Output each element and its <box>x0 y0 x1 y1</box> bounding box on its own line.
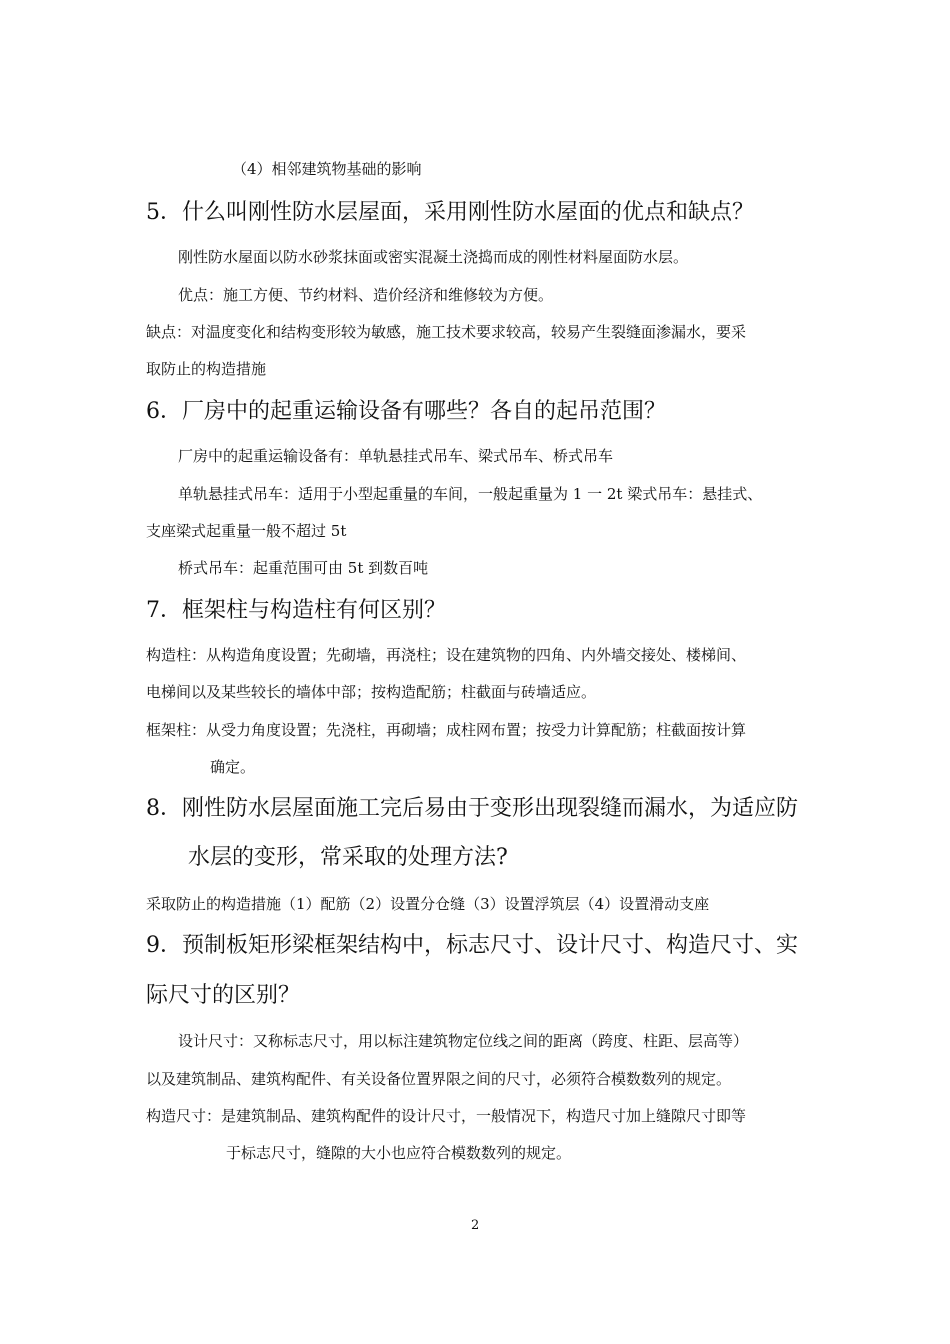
body-line: 优点：施工方便、节约材料、造价经济和维修较为方便。 <box>178 286 554 304</box>
question-heading: 际尺寸的区别？ <box>146 983 301 1008</box>
question-heading: 7．框架柱与构造柱有何区别？ <box>146 598 446 623</box>
question-heading: 9．预制板矩形梁框架结构中，标志尺寸、设计尺寸、构造尺寸、实 <box>146 933 798 958</box>
body-line: 确定。 <box>210 758 256 776</box>
body-line: 以及建筑制品、建筑构配件、有关设备位置界限之间的尺寸，必须符合模数数列的规定。 <box>146 1070 732 1088</box>
body-line: （4）相邻建筑物基础的影响 <box>232 160 422 178</box>
body-line: 构造柱：从构造角度设置；先砌墙，再浇柱；设在建筑物的四角、内外墙交接处、楼梯间、 <box>146 646 747 664</box>
body-line: 框架柱：从受力角度设置；先浇柱，再砌墙；成柱网布置；按受力计算配筋；柱截面按计算 <box>146 721 747 739</box>
page-number: 2 <box>471 1218 480 1233</box>
body-line: 缺点：对温度变化和结构变形较为敏感，施工技术要求较高，较易产生裂缝面渗漏水，要采 <box>146 323 747 341</box>
body-line: 构造尺寸：是建筑制品、建筑构配件的设计尺寸，一般情况下，构造尺寸加上缝隙尺寸即等 <box>146 1107 747 1125</box>
body-line: 厂房中的起重运输设备有：单轨悬挂式吊车、梁式吊车、桥式吊车 <box>178 447 614 465</box>
body-line: 桥式吊车：起重范围可由 5t 到数百吨 <box>178 559 429 577</box>
body-line: 取防止的构造措施 <box>146 360 267 378</box>
body-line: 支座梁式起重量一般不超过 5t <box>146 522 347 540</box>
question-heading: 6．厂房中的起重运输设备有哪些？各自的起吊范围？ <box>146 399 666 424</box>
question-heading: 5．什么叫刚性防水层屋面，采用刚性防水屋面的优点和缺点？ <box>146 200 754 225</box>
question-heading: 8．刚性防水层屋面施工完后易由于变形出现裂缝而漏水，为适应防 <box>146 796 798 821</box>
body-line: 于标志尺寸，缝隙的大小也应符合模数数列的规定。 <box>226 1144 572 1162</box>
body-line: 单轨悬挂式吊车：适用于小型起重量的车间，一般起重量为 1 一 2t 梁式吊车：悬挂式、 <box>178 485 763 503</box>
question-heading: 水层的变形，常采取的处理方法? <box>188 845 508 870</box>
body-line: 设计尺寸：又称标志尺寸，用以标注建筑物定位线之间的距离（跨度、柱距、层高等） <box>178 1032 749 1050</box>
body-line: 刚性防水屋面以防水砂浆抹面或密实混凝土浇捣而成的刚性材料屋面防水层。 <box>178 248 689 266</box>
body-line: 电梯间以及某些较长的墙体中部；按构造配筋；柱截面与砖墙适应。 <box>146 683 597 701</box>
body-line: 采取防止的构造措施（1）配筋（2）设置分仓缝（3）设置浮筑层（4）设置滑动支座 <box>146 895 710 913</box>
